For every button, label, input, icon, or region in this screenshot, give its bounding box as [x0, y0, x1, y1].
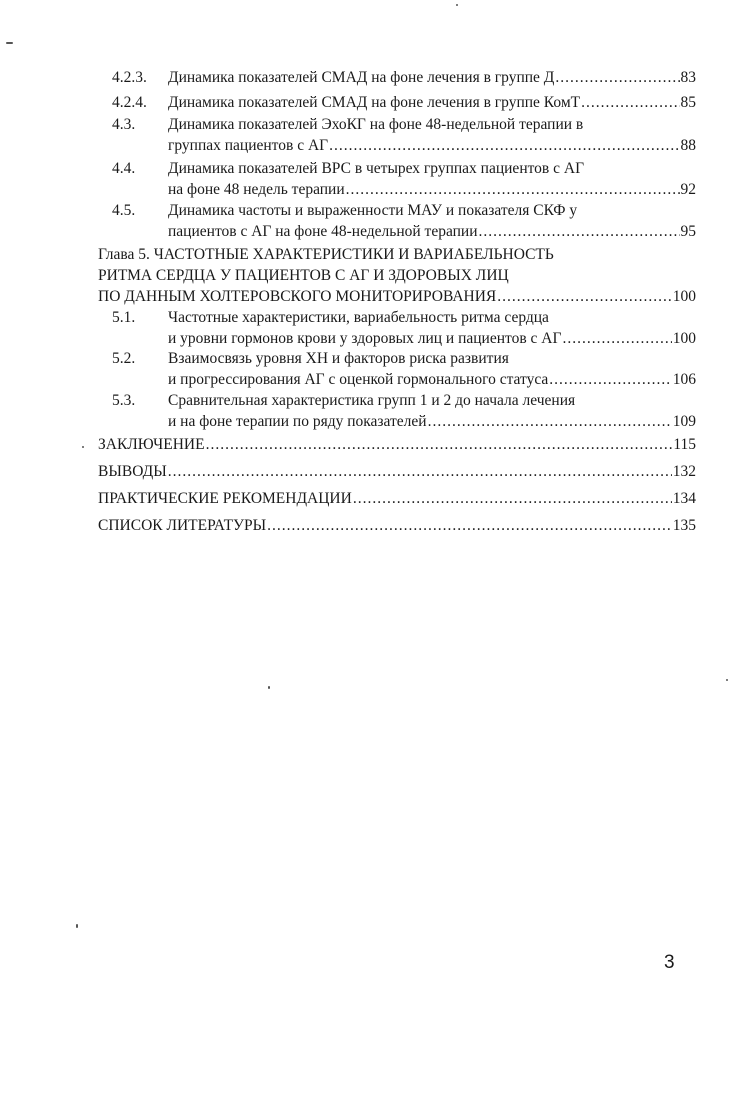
toc-entry-title-line2: на фоне 48 недель терапии	[168, 181, 345, 198]
toc-entry-title-line1: Динамика показателей ВРС в четырех группах пациентов с АГ	[168, 160, 585, 177]
toc-entry-title: Динамика показателей СМАД на фоне лечения в группе Д	[168, 69, 555, 86]
dot-leader	[581, 92, 679, 113]
toc-entry-page: 106	[672, 371, 696, 388]
toc-entry-4-2-4	[112, 92, 696, 113]
dot-leader	[549, 369, 671, 390]
toc-entry-page: 134	[672, 490, 696, 507]
toc-entry-title-line2: пациентов с АГ на фоне 48-недельной терапии	[168, 223, 478, 240]
toc-entry-title-line2: группах пациентов с АГ	[168, 137, 329, 154]
toc-entry-title: ПРАКТИЧЕСКИЕ РЕКОМЕНДАЦИИ	[98, 490, 352, 507]
dot-leader	[346, 179, 680, 200]
scan-speck	[82, 446, 84, 448]
scan-speck	[726, 679, 728, 681]
toc-entry-5-3	[112, 390, 696, 432]
dot-leader	[555, 67, 679, 88]
toc-entry-page: 92	[680, 181, 696, 198]
toc-entry-title: ВЫВОДЫ	[98, 463, 167, 480]
toc-entry-page: 88	[680, 137, 696, 154]
page-number: 3	[664, 952, 675, 973]
toc-entry-number: 4.4.	[112, 160, 136, 177]
toc-entry-page: 100	[672, 330, 696, 347]
dot-leader	[168, 461, 672, 482]
toc-entry-page: 109	[672, 413, 696, 430]
toc-entry-4-3	[112, 114, 696, 156]
dot-leader	[353, 488, 672, 509]
chapter-title-line2: РИТМА СЕРДЦА У ПАЦИЕНТОВ С АГ И ЗДОРОВЫХ ЛИЦ	[98, 267, 509, 284]
toc-references	[98, 515, 696, 536]
dot-leader	[428, 411, 672, 432]
scan-speck	[76, 924, 78, 928]
toc-entry-number: 4.5.	[112, 202, 136, 219]
toc-entry-title-line2: и на фоне терапии по ряду показателей	[168, 413, 427, 430]
scan-speck	[268, 686, 270, 689]
toc-entry-page: 85	[680, 94, 696, 111]
toc-entry-page: 95	[680, 223, 696, 240]
toc-entry-title: Динамика показателей СМАД на фоне лечения в группе КомТ	[168, 94, 581, 111]
toc-entry-page: 135	[672, 517, 696, 534]
toc-entry-number: 5.3.	[112, 392, 136, 409]
toc-entry-title-line1: Динамика частоты и выраженности МАУ и показателя СКФ у	[168, 202, 578, 219]
toc-entry-page: 83	[680, 69, 696, 86]
toc-entry-title-line1: Сравнительная характеристика групп 1 и 2 до начала лечения	[168, 392, 576, 409]
toc-entry-title-line1: Динамика показателей ЭхоКГ на фоне 48-недельной терапии в	[168, 116, 584, 133]
dot-leader	[267, 515, 672, 536]
dot-leader	[329, 135, 679, 156]
chapter-title-line1: Глава 5. ЧАСТОТНЫЕ ХАРАКТЕРИСТИКИ И ВАРИАБЕЛЬНОСТЬ	[98, 246, 554, 263]
dot-leader	[562, 328, 671, 349]
scan-speck	[456, 4, 458, 6]
toc-entry-4-5	[112, 200, 696, 242]
toc-entry-5-1	[112, 307, 696, 349]
toc-conclusion	[98, 434, 696, 455]
toc-entry-number: 4.3.	[112, 116, 136, 133]
dot-leader	[479, 221, 680, 242]
toc-entry-number: 4.2.4.	[112, 94, 147, 111]
dot-leader	[206, 434, 673, 455]
scan-speck	[6, 42, 13, 44]
toc-findings	[98, 461, 696, 482]
chapter-title-line3: ПО ДАННЫМ ХОЛТЕРОВСКОГО МОНИТОРИРОВАНИЯ	[98, 288, 497, 305]
toc-entry-page: 115	[673, 436, 696, 453]
toc-entry-4-2-3	[112, 67, 696, 88]
toc-entry-title-line1: Частотные характеристики, вариабельность ритма сердца	[168, 309, 549, 326]
toc-entry-4-4	[112, 158, 696, 200]
toc-entry-title: СПИСОК ЛИТЕРАТУРЫ	[98, 517, 267, 534]
toc-entry-5-2	[112, 348, 696, 390]
toc-entry-page: 100	[672, 288, 696, 305]
dot-leader	[497, 286, 671, 307]
toc-entry-number: 5.2.	[112, 350, 136, 367]
toc-chapter-5	[98, 244, 696, 307]
toc-entry-title-line2: и уровни гормонов крови у здоровых лиц и пациентов с АГ	[168, 330, 562, 347]
toc-recommendations	[98, 488, 696, 509]
toc-entry-number: 4.2.3.	[112, 69, 147, 86]
toc-entry-page: 132	[672, 463, 696, 480]
toc-entry-number: 5.1.	[112, 309, 136, 326]
toc-entry-title-line1: Взаимосвязь уровня ХН и факторов риска развития	[168, 350, 509, 367]
toc-entry-title: ЗАКЛЮЧЕНИЕ	[98, 436, 205, 453]
toc-entry-title-line2: и прогрессирования АГ с оценкой гормонального статуса	[168, 371, 549, 388]
